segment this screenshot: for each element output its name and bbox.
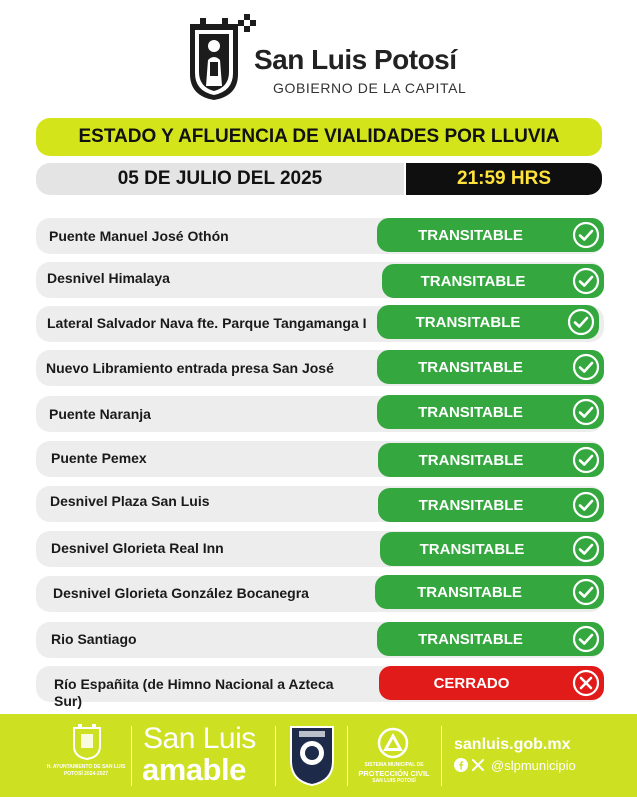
check-circle-icon [572,491,600,519]
social-handle[interactable]: @slpmunicipio [491,757,576,773]
slogan-line2: amable [142,752,246,787]
proteccion-civil-line1: SISTEMA MUNICIPAL DE [364,762,424,768]
check-circle-icon [572,267,600,295]
road-name: Desnivel Glorieta González Bocanegra [53,585,309,601]
footer-divider [131,726,132,786]
footer-divider [441,726,442,786]
social-links [454,757,576,773]
website-link[interactable]: sanluis.gob.mx [454,736,571,753]
status-label: TRANSITABLE [418,451,524,469]
road-name: Nuevo Libramiento entrada presa San José [46,360,334,376]
road-name: Puente Manuel José Othón [49,228,229,244]
status-badge-transitable [377,395,604,429]
status-badge-transitable [377,305,599,339]
road-name: Desnivel Plaza San Luis [50,493,210,509]
check-circle-icon [572,353,600,381]
proteccion-civil-line3: SAN LUIS POTOSÍ [372,778,416,784]
check-circle-icon [572,398,600,426]
ayuntamiento-text: H. AYUNTAMIENTO DE SAN LUIS POTOSÍ 2024-2027 [46,764,126,777]
status-badge-transitable [378,488,604,522]
status-label: CERRADO [433,674,510,692]
status-badge-transitable [378,443,604,477]
road-name: Puente Naranja [49,406,151,422]
status-label: TRANSITABLE [420,272,526,290]
road-name: Río Españita (de Himno Nacional a Azteca Sur) [54,676,334,709]
x-circle-icon [572,669,600,697]
status-badge-transitable [382,264,604,298]
check-circle-icon [572,535,600,563]
brand-subtitle: GOBIERNO DE LA CAPITAL [273,80,467,96]
status-label: TRANSITABLE [418,226,523,244]
status-badge-transitable [377,622,604,656]
check-circle-icon [572,625,600,653]
status-badge-transitable [377,350,604,384]
status-label: TRANSITABLE [418,630,523,648]
check-circle-icon [572,221,600,249]
facebook-icon[interactable] [454,758,468,772]
footer-divider [347,726,348,786]
slogan-line1: San Luis [143,722,256,755]
status-label: TRANSITABLE [419,540,525,558]
report-time: 21:59 HRS [406,163,602,195]
status-badge-transitable [377,218,604,252]
status-label: TRANSITABLE [415,313,521,331]
footer-divider [275,726,276,786]
proteccion-civil-icon [377,727,409,759]
status-label: TRANSITABLE [417,583,522,601]
road-name: Puente Pemex [51,450,147,466]
status-label: TRANSITABLE [418,358,523,376]
report-date: 05 DE JULIO DEL 2025 [36,163,404,195]
status-label: TRANSITABLE [418,496,524,514]
brand-title: San Luis Potosí [254,44,457,75]
status-badge-transitable [375,575,604,609]
road-name: Lateral Salvador Nava fte. Parque Tangamanga I [47,315,367,331]
status-badge-cerrado [379,666,604,700]
road-name: Rio Santiago [51,631,137,647]
proteccion-civil-line2: PROTECCIÓN CIVIL [358,769,430,778]
x-twitter-icon[interactable] [471,758,485,772]
road-name: Desnivel Glorieta Real Inn [51,540,224,556]
status-badge-transitable [380,532,604,566]
check-circle-icon [567,308,595,336]
footer [0,714,637,797]
check-circle-icon [572,446,600,474]
status-label: TRANSITABLE [418,403,523,421]
police-badge-icon [287,723,337,787]
check-circle-icon [572,578,600,606]
report-title: ESTADO Y AFLUENCIA DE VIALIDADES POR LLUVIA [36,118,602,156]
road-name: Desnivel Himalaya [47,270,170,286]
ayuntamiento-shield-icon [72,724,102,760]
